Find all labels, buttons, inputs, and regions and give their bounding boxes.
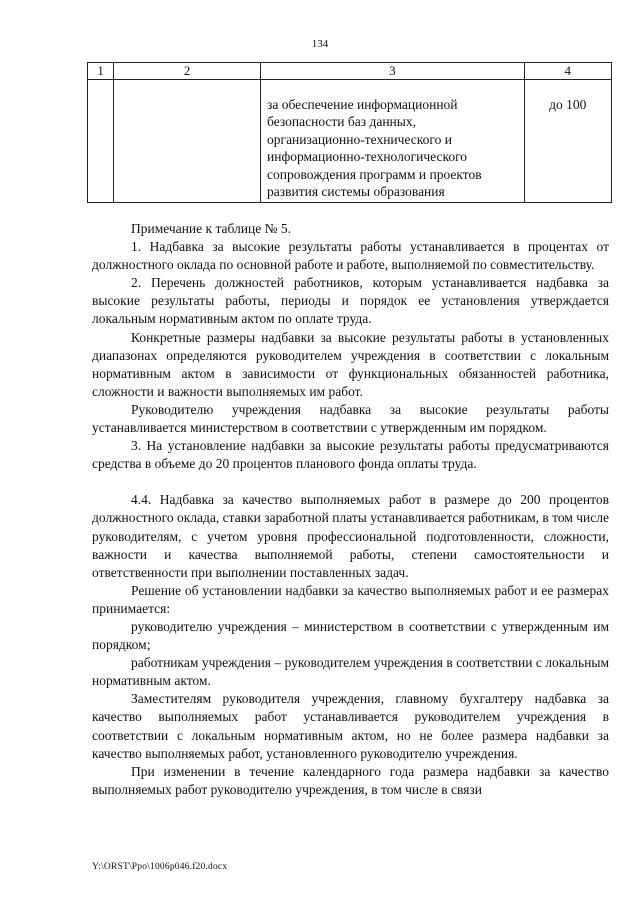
paragraph: работникам учреждения – руководителем учреждения в соответствии с локальным нормативным актом. [92, 655, 609, 689]
paragraph: руководителю учреждения – министерством в соответствии с утвержденным им порядком; [92, 618, 609, 653]
description-line: организационно-технического и [267, 131, 452, 147]
paragraph: Решение об установлении надбавки за качество выполняемых работ и ее размерах принимается: [92, 582, 609, 616]
table-header-cell: 2 [114, 63, 261, 80]
description-line: безопасности баз данных, [267, 114, 416, 130]
table-header-cell: 4 [524, 63, 611, 80]
table-cell-empty [114, 80, 261, 203]
table-header-row [88, 63, 612, 80]
paragraph: 2. Перечень должностей работников, которым устанавливается надбавка за высокие результаты работы, периоды и порядок ее установления утверждается локальным нормативным актом по оплате труда. [92, 275, 609, 327]
paragraph: Конкретные размеры надбавки за высокие результаты работы в установленных диапазонах определяются руководителем учреждения в соответствии с локальным нормативным актом в зависимости от функциональных обязанностей работника, сложности и важности выполняемых им работ. [92, 329, 609, 399]
paragraph: 4.4. Надбавка за качество выполняемых работ в размере до 200 процентов должностного оклада, ставки заработной платы устанавливается работникам, в том числе руководителям, с учетом уровня профессиональной подготовленности, сложности, важности и качества выполняемой работы, степени самостоятельности и ответственности при выполнении поставленных задач. [92, 492, 609, 580]
table-row [88, 80, 612, 203]
paragraph: При изменении в течение календарного года размера надбавки за качество выполняемых работ руководителю учреждения, в том числе в связи [92, 763, 609, 797]
description-line: сопровождения программ и проектов [267, 166, 482, 182]
file-path-footer: Y:\ORST\Ppo\1006p046.f20.docx [92, 862, 228, 872]
paragraph: Руководителю учреждения надбавка за высокие результаты работы устанавливается министерством в соответствии с утвержденным им порядком. [92, 401, 609, 436]
note-heading: Примечание к таблице № 5. [131, 221, 291, 236]
table-cell-empty [88, 80, 114, 203]
description-line: за обеспечение информационной [267, 97, 458, 112]
paragraph: 3. На установление надбавки за высокие результаты работы предусматриваются средства в объеме до 20 процентов планового фонда оплаты труда. [92, 438, 609, 472]
salary-table [87, 62, 612, 203]
paragraph-gap [92, 473, 609, 491]
description-line: развития системы образования [267, 184, 445, 200]
paragraph: Заместителям руководителя учреждения, главному бухгалтеру надбавка за качество выполняемых работ устанавливается руководителем учреждения в соответствии с локальным нормативным актом, но не более размера надбавки за качество выполняемых работ, установленного руководителю учреждения. [92, 691, 609, 761]
description-line: информационно-технологического [267, 149, 468, 165]
amount-value: до 100 [549, 97, 587, 112]
paragraph: 1. Надбавка за высокие результаты работы устанавливается в процентах от должностного оклада по основной работе и работе, выполняемой по совместительству. [92, 239, 609, 273]
table-header-cell: 1 [88, 63, 114, 80]
page-number: 134 [311, 38, 329, 50]
table-header-cell: 3 [261, 63, 525, 80]
table-cell-amount [524, 80, 611, 203]
table-cell-description [261, 80, 525, 203]
document-body [92, 220, 609, 799]
